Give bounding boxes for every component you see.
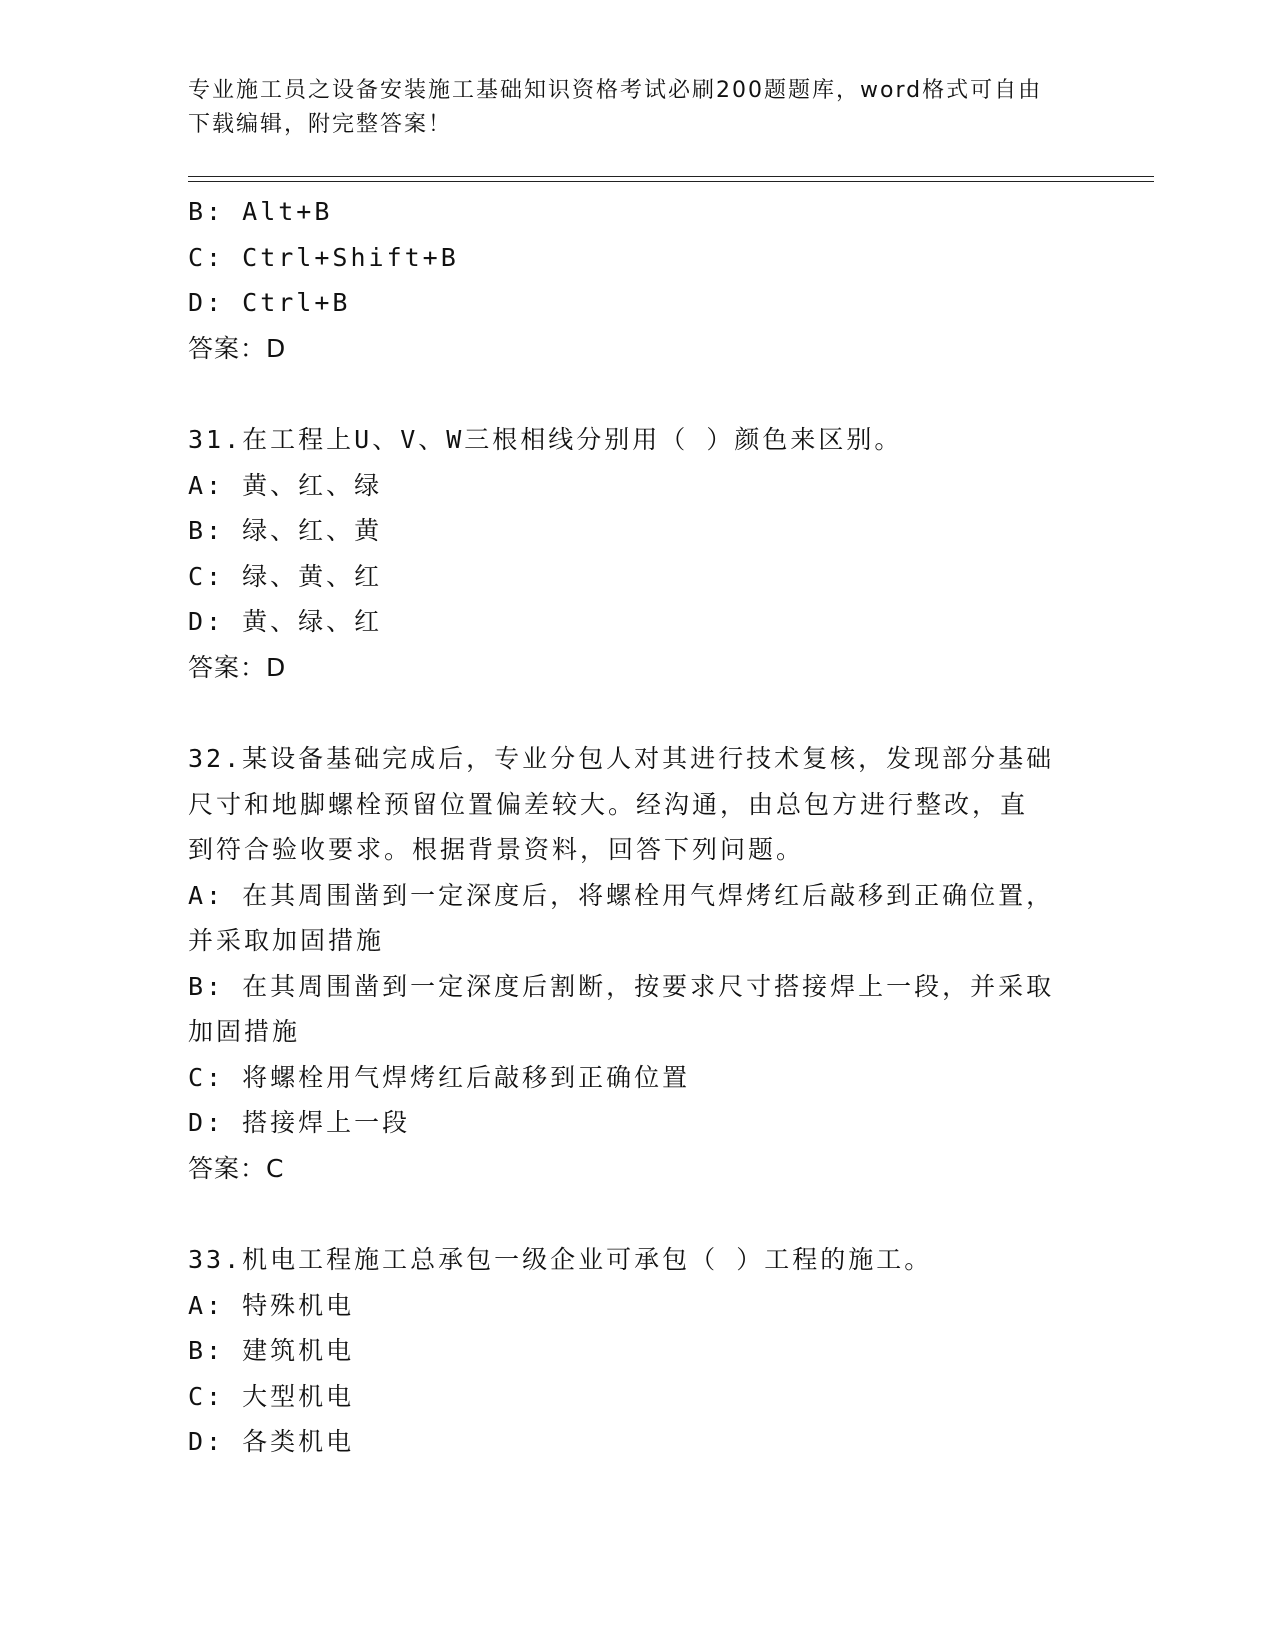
header-line-1: 专业施工员之设备安装施工基础知识资格考试必刷200题题库，word格式可自由 <box>188 78 1043 103</box>
header-line-2: 下载编辑，附完整答案！ <box>188 112 453 137</box>
option-b: B: 建筑机电 <box>188 1336 355 1365</box>
option-d: D: 搭接焊上一段 <box>188 1108 411 1137</box>
option-b: B: 绿、红、黄 <box>188 516 383 545</box>
question-33 <box>188 1237 1088 1465</box>
option-c: C: 大型机电 <box>188 1381 355 1411</box>
question-text-line-1: 32.某设备基础完成后，专业分包人对其进行技术复核，发现部分基础 <box>188 744 1055 773</box>
question-31 <box>188 417 1088 690</box>
option-a: A: 黄、红、绿 <box>188 470 383 500</box>
spacer <box>188 690 1088 736</box>
option-a: A: 特殊机电 <box>188 1290 355 1320</box>
option-d: D: Ctrl+B <box>188 288 351 317</box>
option-c: C: 将螺栓用气焊烤红后敲移到正确位置 <box>188 1062 691 1092</box>
question-text-line-2: 尺寸和地脚螺栓预留位置偏差较大。经沟通，由总包方进行整改，直 <box>188 789 1029 819</box>
option-b: B: Alt+B <box>188 197 333 226</box>
question-text: 31.在工程上U、V、W三根相线分别用（ ）颜色来区别。 <box>188 425 903 454</box>
option-d: D: 各类机电 <box>188 1427 355 1456</box>
option-a-line-2: 并采取加固措施 <box>188 926 385 955</box>
header-rule-top <box>188 176 1154 177</box>
answer-line: 答案：D <box>188 652 287 682</box>
option-b-line-1: B: 在其周围凿到一定深度后割断，按要求尺寸搭接焊上一段，并采取 <box>188 971 1055 1001</box>
question-content <box>188 189 1088 1465</box>
spacer <box>188 371 1088 417</box>
question-30-tail <box>188 189 1088 371</box>
option-d: D: 黄、绿、红 <box>188 607 383 636</box>
option-c: C: Ctrl+Shift+B <box>188 242 459 272</box>
header-rule-bottom <box>188 181 1154 182</box>
option-a-line-1: A: 在其周围凿到一定深度后，将螺栓用气焊烤红后敲移到正确位置， <box>188 880 1055 910</box>
answer-line: 答案：C <box>188 1153 285 1183</box>
document-header <box>188 74 1088 142</box>
option-b-line-2: 加固措施 <box>188 1017 301 1046</box>
option-c: C: 绿、黄、红 <box>188 561 383 591</box>
question-text-line-3: 到符合验收要求。根据背景资料，回答下列问题。 <box>188 835 805 864</box>
answer-line: 答案：D <box>188 333 287 363</box>
question-32 <box>188 736 1088 1191</box>
question-text: 33.机电工程施工总承包一级企业可承包（ ）工程的施工。 <box>188 1245 933 1274</box>
spacer <box>188 1191 1088 1237</box>
